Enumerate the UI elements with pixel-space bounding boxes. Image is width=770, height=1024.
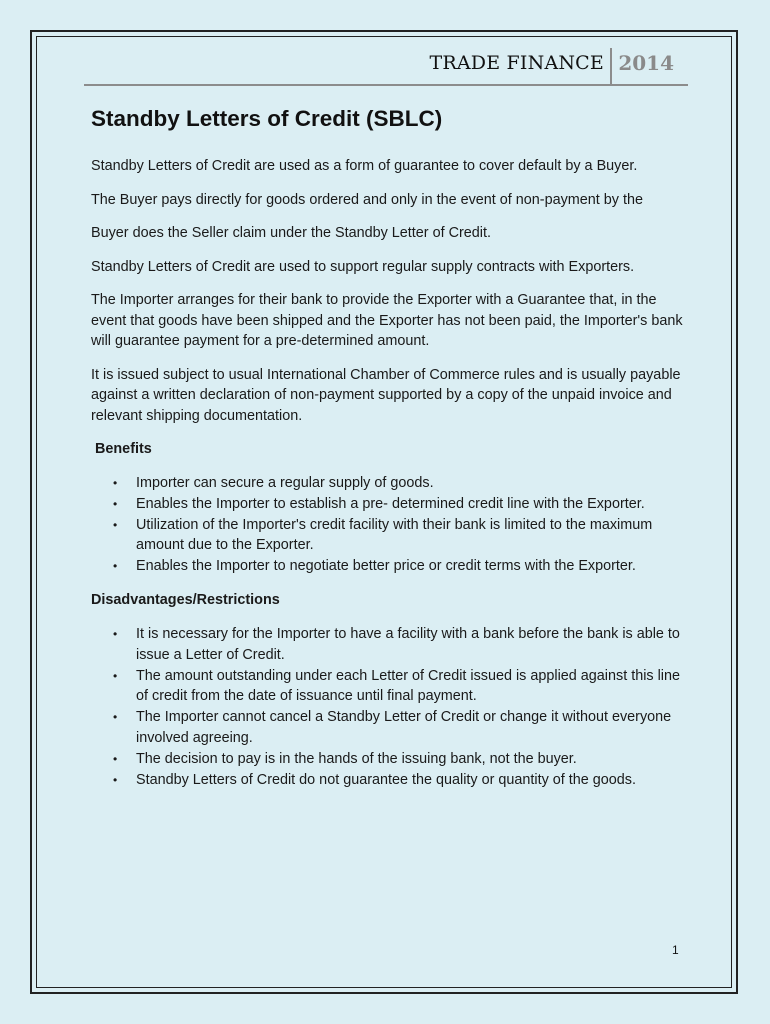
list-item-text: The decision to pay is in the hands of the issuing bank, not the buyer. bbox=[136, 750, 577, 767]
list-item-text: Utilization of the Importer's credit facility with their bank is limited to the maximum amount due to the Exporter. bbox=[136, 516, 653, 554]
list-item bbox=[91, 515, 691, 557]
list-item bbox=[91, 556, 691, 577]
paragraph-guarantee: The Importer arranges for their bank to provide the Exporter with a Guarantee that, in the event that goods have been shipped and the Exporter has not been paid, the Importer's bank will guarantee payment for a pre-determined amount. bbox=[91, 292, 683, 349]
bullet-icon: • bbox=[113, 559, 118, 574]
benefits-heading: Benefits bbox=[95, 441, 152, 457]
page-number: 1 bbox=[672, 943, 679, 957]
list-item-text: Standby Letters of Credit do not guarantee the quality or quantity of the goods. bbox=[136, 771, 637, 788]
document-body bbox=[91, 104, 691, 803]
paragraph-intro: Standby Letters of Credit are used as a form of guarantee to cover default by a Buyer. bbox=[91, 158, 638, 174]
disadvantages-list bbox=[91, 624, 691, 790]
bullet-icon: • bbox=[113, 668, 118, 683]
bullet-icon: • bbox=[113, 496, 118, 511]
list-item-text: Enables the Importer to negotiate better price or credit terms with the Exporter. bbox=[136, 558, 636, 575]
bullet-icon: • bbox=[113, 517, 118, 532]
list-item-text: Importer can secure a regular supply of goods. bbox=[136, 475, 434, 491]
list-item-text: The amount outstanding under each Letter of Credit issued is applied against this line of credit from the date of issuance until final payment. bbox=[136, 667, 680, 705]
header-divider bbox=[610, 48, 612, 86]
bullet-icon: • bbox=[113, 772, 118, 787]
list-item bbox=[91, 666, 691, 708]
header-year: 2014 bbox=[618, 51, 674, 75]
bullet-icon: • bbox=[113, 626, 118, 641]
list-item bbox=[91, 494, 691, 515]
paragraph-supply-contracts: Standby Letters of Credit are used to support regular supply contracts with Exporters. bbox=[91, 258, 635, 275]
bullet-icon: • bbox=[113, 710, 118, 725]
list-item-text: The Importer cannot cancel a Standby Letter of Credit or change it without everyone involved agreeing. bbox=[136, 709, 672, 746]
page-title: Standby Letters of Credit (SBLC) bbox=[91, 106, 443, 131]
paragraph-buyer-pays: The Buyer pays directly for goods ordered and only in the event of non-payment by the bbox=[91, 191, 643, 208]
list-item bbox=[91, 749, 691, 770]
page-header bbox=[84, 44, 688, 86]
paragraph-icc-rules: It is issued subject to usual International Chamber of Commerce rules and is usually payable against a written declaration of non-payment supported by a copy of the unpaid invoice and relevant shipping documentation. bbox=[91, 366, 681, 424]
benefits-list bbox=[91, 473, 691, 577]
list-item-text: It is necessary for the Importer to have a facility with a bank before the bank is able to issue a Letter of Credit. bbox=[136, 625, 680, 663]
disadvantages-heading: Disadvantages/Restrictions bbox=[91, 591, 280, 608]
bullet-icon: • bbox=[113, 751, 118, 766]
bullet-icon: • bbox=[113, 476, 118, 490]
list-item bbox=[91, 770, 691, 791]
paragraph-seller-claim: Buyer does the Seller claim under the Standby Letter of Credit. bbox=[91, 225, 491, 241]
header-title: TRADE FINANCE bbox=[429, 52, 604, 74]
list-item bbox=[91, 707, 691, 749]
list-item bbox=[91, 624, 691, 666]
list-item-text: Enables the Importer to establish a pre- determined credit line with the Exporter. bbox=[136, 495, 645, 512]
list-item bbox=[91, 473, 691, 494]
